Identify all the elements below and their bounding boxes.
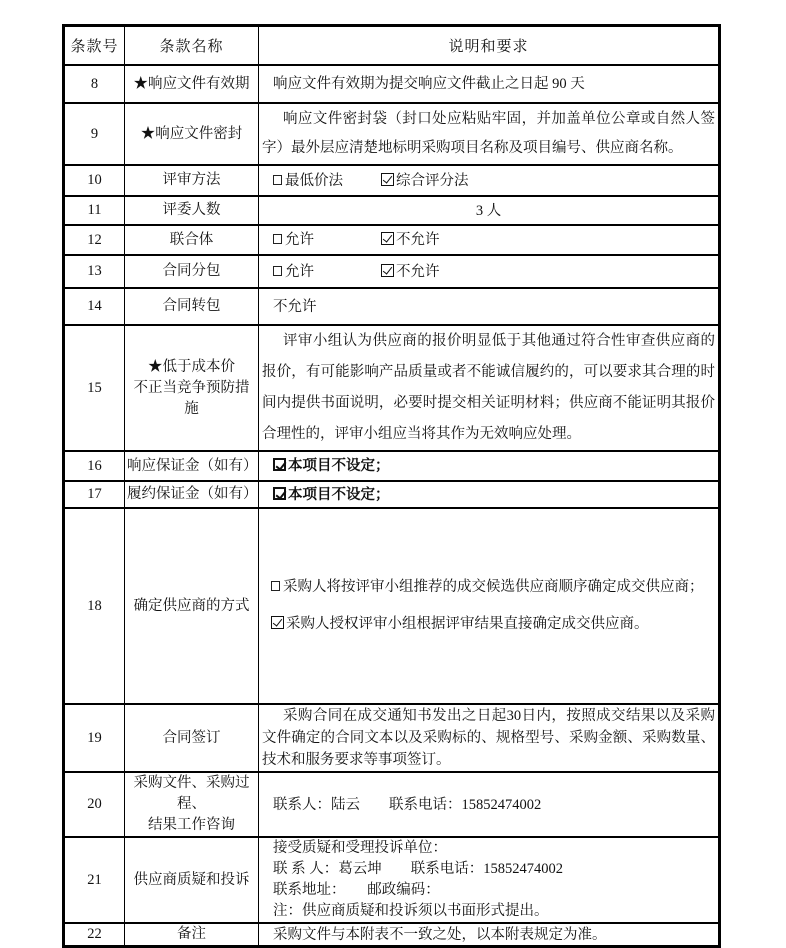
table-row — [64, 837, 720, 923]
clause-name-line: 备注 — [177, 926, 206, 942]
table-row — [64, 103, 720, 165]
table-row — [64, 65, 720, 103]
clause-name-line: 评审方法 — [162, 172, 221, 188]
clause-description-cell — [259, 225, 720, 255]
table-row — [64, 451, 720, 481]
clause-name-line: 结果工作咨询 — [148, 817, 235, 833]
clause-description-cell — [259, 837, 720, 923]
checkbox-checked-icon — [381, 232, 394, 245]
table-row — [64, 704, 720, 772]
checkbox-checked-icon — [273, 487, 286, 500]
clause-no-cell: 17 — [64, 481, 125, 508]
clause-no-cell: 13 — [64, 255, 125, 288]
description-line: 接受质疑和受理投诉单位： — [273, 840, 447, 856]
clause-name-cell — [125, 508, 259, 704]
option-item — [273, 456, 390, 476]
terms-table — [62, 24, 721, 948]
col-header-clause-no: 条款号 — [64, 26, 125, 66]
option-row — [259, 262, 718, 282]
description-line: 注：供应商质疑和投诉须以书面形式提出。 — [273, 903, 549, 919]
clause-name-line: ★低于成本价 — [148, 358, 235, 375]
option-label: 不允许 — [396, 263, 440, 280]
description-paragraph: 响应文件密封袋（封口处应粘贴牢固，并加盖单位公章或自然人签字）最外层应清楚地标明采购项目名称及项目编号、供应商名称。 — [262, 111, 715, 156]
clause-name-cell — [125, 196, 259, 225]
clause-no-cell: 15 — [64, 325, 125, 451]
option-row — [259, 456, 718, 476]
table-row — [64, 288, 720, 325]
clause-no-cell: 19 — [64, 704, 125, 772]
option-label: 最低价法 — [285, 172, 343, 189]
clause-description-cell — [259, 255, 720, 288]
table-row — [64, 772, 720, 837]
description-paragraph: 评审小组认为供应商的报价明显低于其他通过符合性审查供应商的报价，有可能影响产品质量或者不能诚信履约的，可以要求其合理的时间内提供书面说明，必要时提交相关证明材料；供应商不能证明其报价合理性的，评审小组应当将其作为无效响应处理。 — [262, 333, 715, 442]
clause-name-cell — [125, 837, 259, 923]
checkbox-checked-icon — [381, 173, 394, 186]
clause-name-cell — [125, 772, 259, 837]
clause-name-line: 合同转包 — [162, 298, 221, 314]
description-centered-text: 3 人 — [475, 202, 502, 219]
table-row — [64, 196, 720, 225]
table-row — [64, 508, 720, 704]
clause-description-cell — [259, 65, 720, 103]
col-header-description: 说明和要求 — [259, 26, 720, 66]
option-line — [259, 606, 718, 643]
description-paragraph: 采购合同在成交通知书发出之日起30日内，按照成交结果以及采购文件确定的合同文本以及采购标的、规格型号、采购金额、采购数量、技术和服务要求等事项签订。 — [262, 708, 715, 768]
clause-name-line: 联合体 — [169, 231, 214, 248]
clause-no-cell: 14 — [64, 288, 125, 325]
clause-description-cell — [259, 508, 720, 704]
clause-name-line: 评委人数 — [162, 202, 221, 218]
clause-no-cell: 16 — [64, 451, 125, 481]
clause-name-cell — [125, 481, 259, 508]
checkbox-unchecked-icon — [271, 581, 280, 591]
clause-name-cell — [125, 225, 259, 255]
clause-name-line: 履约保证金（如有） — [127, 486, 258, 502]
clause-name-line: ★响应文件有效期 — [133, 75, 250, 92]
checkbox-unchecked-icon — [273, 234, 282, 244]
checkbox-unchecked-icon — [273, 266, 282, 276]
option-label: 允许 — [285, 232, 314, 248]
clause-description-cell — [259, 704, 720, 772]
option-item — [273, 171, 381, 191]
clause-name-line: 供应商质疑和投诉 — [133, 871, 250, 888]
table-row — [64, 255, 720, 288]
option-label: 采购人授权评审小组根据评审结果直接确定成交供应商。 — [286, 616, 649, 632]
option-line — [259, 569, 718, 606]
option-item — [381, 262, 440, 282]
option-row — [259, 485, 718, 505]
option-label: 本项目不设定； — [288, 458, 390, 474]
option-label: 综合评分法 — [396, 172, 469, 189]
document-sheet — [62, 24, 721, 948]
option-item — [381, 230, 440, 250]
clause-description-cell — [259, 196, 720, 225]
table-row — [64, 225, 720, 255]
option-row — [259, 230, 718, 250]
table-body — [64, 65, 720, 947]
option-row — [259, 171, 718, 191]
clause-name-line: 不正当竞争预防措施 — [133, 379, 250, 417]
clause-no-cell: 9 — [64, 103, 125, 165]
clause-name-line: 合同分包 — [162, 263, 221, 279]
option-label: 不允许 — [396, 232, 440, 248]
option-item — [381, 171, 469, 191]
clause-description-cell — [259, 165, 720, 196]
clause-no-cell: 11 — [64, 196, 125, 225]
option-item — [273, 485, 390, 505]
clause-no-cell: 12 — [64, 225, 125, 255]
table-row — [64, 325, 720, 451]
description-line: 联系人：陆云 联系电话：15852474002 — [273, 796, 542, 813]
checkbox-unchecked-icon — [273, 175, 282, 185]
clause-name-cell — [125, 704, 259, 772]
checkbox-checked-icon — [273, 458, 286, 471]
option-label: 采购人将按评审小组推荐的成交候选供应商顺序确定成交供应商； — [283, 579, 704, 595]
clause-name-cell — [125, 451, 259, 481]
clause-name-line: ★响应文件密封 — [140, 125, 243, 142]
clause-no-cell: 10 — [64, 165, 125, 196]
description-line: 联 系 人：葛云坤 联系电话：15852474002 — [273, 861, 563, 877]
clause-no-cell: 21 — [64, 837, 125, 923]
clause-description-cell — [259, 481, 720, 508]
col-header-clause-name: 条款名称 — [125, 26, 259, 66]
description-text: 响应文件有效期为提交响应文件截止之日起 90 天 — [273, 76, 585, 92]
clause-name-line: 采购文件、采购过程、 — [133, 775, 250, 812]
table-row — [64, 165, 720, 196]
clause-name-cell — [125, 325, 259, 451]
clause-description-cell — [259, 325, 720, 451]
description-text: 不允许 — [273, 298, 317, 315]
table-row — [64, 481, 720, 508]
description-line: 联系地址： 邮政编码： — [273, 882, 440, 898]
option-item — [273, 230, 381, 250]
clause-name-cell — [125, 165, 259, 196]
clause-no-cell: 8 — [64, 65, 125, 103]
clause-name-line: 确定供应商的方式 — [133, 597, 250, 614]
clause-description-cell — [259, 772, 720, 837]
clause-description-cell — [259, 103, 720, 165]
option-label: 允许 — [285, 263, 314, 280]
clause-no-cell: 20 — [64, 772, 125, 837]
checkbox-checked-icon — [271, 616, 284, 629]
checkbox-checked-icon — [381, 264, 394, 277]
clause-description-cell — [259, 288, 720, 325]
clause-no-cell: 18 — [64, 508, 125, 704]
clause-name-cell — [125, 103, 259, 165]
option-label: 本项目不设定； — [288, 486, 390, 503]
clause-description-cell — [259, 451, 720, 481]
clause-name-cell — [125, 255, 259, 288]
clause-name-line: 合同签订 — [162, 729, 221, 746]
clause-name-cell — [125, 65, 259, 103]
clause-name-cell — [125, 288, 259, 325]
description-line: 采购文件与本附表不一致之处，以本附表规定为准。 — [273, 926, 607, 943]
header-row — [64, 26, 720, 66]
clause-name-line: 响应保证金（如有） — [127, 457, 258, 474]
clause-no-cell: 22 — [64, 923, 125, 947]
option-item — [273, 262, 381, 282]
